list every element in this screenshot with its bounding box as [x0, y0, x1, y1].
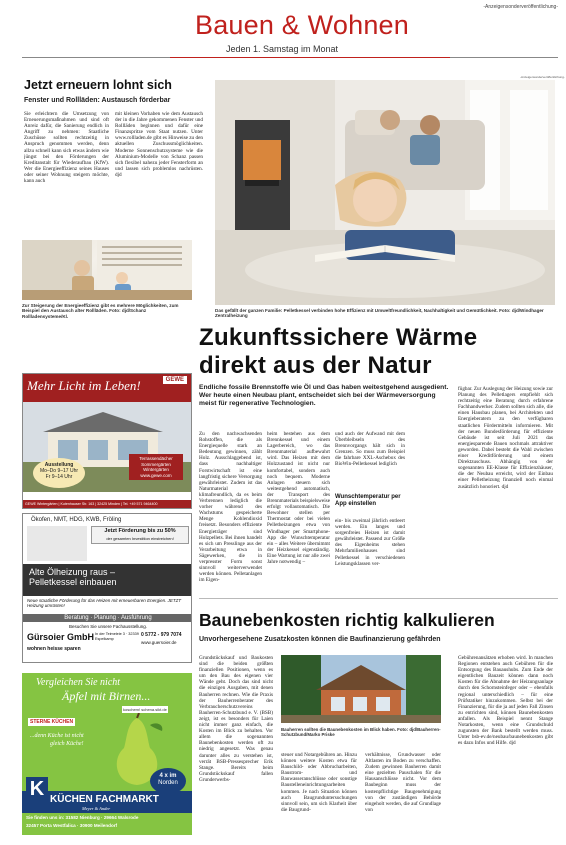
ad-gewe-slogan: Mehr Licht im Leben!	[27, 378, 141, 393]
article2-bottom-rule	[199, 598, 558, 599]
ad-oel-logos	[27, 526, 87, 561]
article3-col4: Gebührenansätzen erhoben wird. In manchen Regionen entstehen auch Gebühren für die Entsorgung des Bauaushubs. Zum Ende der eigentlichen Bauzeit können dann noch Kosten für die Abnahme der Heizungsanlage durch den Schornsteinfeger oder – ebenfalls regional unterschiedlich – für eine Prüfstatiker hinzukommen. Selbst bei der Finanzierung, für die ja auf jeden Fall Zinsen zu entrichten sind, können Baunebenkosten anfallen. Als Beispiel nennt Stange Notarkosten, wenn eine Grundschuld zugunsten der Bank bestellt werden muss. Unter bsb-ev.de/neubau/baunebenkosten gibt es dazu Infos und Hilfe. djd	[458, 655, 553, 747]
ad-kuechen-brand: KÜCHEN FACHMARKT	[50, 794, 159, 805]
section-subtitle: Jeden 1. Samstag im Monat	[226, 44, 339, 54]
header-rule-accent	[170, 57, 450, 58]
article1-caption: Zur Steigerung der Energieeffizienz gibt es mehrere Möglichkeiten, zum Beispiel den Austausch alter Rollläden. Foto: djd/Schanz Rollladensysteme/Kl.	[22, 303, 179, 319]
article3-headline: Baunebenkosten richtig kalkulieren	[199, 610, 495, 630]
ad-oel-main	[23, 564, 192, 596]
ad-gewe-hours1: Mo–Do 9–17 Uhr	[39, 468, 79, 474]
article2-lead: Endliche fossile Brennstoffe wie Öl und Gas haben weitestgehend ausgedient. Wer heute einen Neubau plant, entscheidet sich bei der Wärmeversorgung meist für regenerative Technologien.	[199, 384, 449, 407]
article2-col3b: ein- bis zweimal jährlich entleert werden. Ein langes und sorgenfreies Heizen ist damit gewährleistet. Passend zur Größe des Eigenheims stehen Mehrfamilienhauses sind Pelletkessel in verschiedenen Leistungsklassen ver-	[335, 518, 405, 567]
rollladen-photo	[22, 240, 192, 300]
article2-headline-1: Zukunftssichere Wärme	[199, 324, 478, 351]
article2-headline-2: direkt aus der Natur	[199, 352, 432, 379]
article1-subhead: Fenster und Rollläden: Austausch förderbar	[24, 97, 171, 104]
ad-notice: -Anzeigensonderveröffentlichung-	[483, 4, 558, 10]
article2-col4: fügbar. Zur Auslegung der Heizung sowie zur Planung des Pelletlagers empfiehlt sich rechtzeitig eine Beratung durch erfahrene Fachhandwerker. Zudem sollten sich alle, die einen Hausbau planen, bei Architekten und Energieberatern zu den verfügbaren staatlichen Fördermitteln informieren. Mit der neuen Bundesförderung für effiziente Gebäude ist seit Juli 2021 das energiesparende Bauen nochmals attraktiver geworden. Dabei besteht die Wahl zwischen einer Kreditförderung und einem Direktzuschuss. Abhängig von der sogenannten EE-Klasse für Effizienzhäuser, die der Neubau erreicht, wird der Einbau einer Pelletheizung finanziell noch einmal zusätzlich honoriert. djd	[458, 386, 553, 490]
ad-kuechen-find1: Sie finden uns in: 31582 Nienburg · 29664 Walsrode	[26, 815, 139, 820]
article2-col3: und auch der Aufwand mit dem Überbleibseln des Brennvorgangs hält sich in Grenzen. So muss zum Beispiel die fahrbare XXL-Aschebox des BioWin-Pelletkessel lediglich	[335, 431, 405, 468]
ad-label: -Anzeigensonderveröffentlichung-	[520, 75, 565, 79]
ad-kuechen-find2: 32457 Porta Westfalica · 30900 Meilendorf	[26, 823, 118, 828]
ad-kuechen-badge-num: 4 x im	[159, 773, 177, 779]
ad-oel-web[interactable]: www.guersoier.de	[141, 640, 177, 645]
ad-oel-badge	[91, 526, 189, 544]
ad-kuechen-slogan1: Vergleichen Sie nicht	[36, 677, 121, 688]
ad-oel-claim: wohnen heisse sparen	[27, 646, 81, 652]
ad-oel-badge-sub: der gesamten Investition einstreichen!	[106, 536, 174, 541]
article3-subhead: Unvorhergesehene Zusatzkosten können die Baufinanzierung gefährden	[199, 636, 441, 643]
ad-kuechen-k-icon: K	[26, 777, 48, 801]
article1-col2: mit kleinen Vorhaben wie dem Austausch der in die Jahre gekommenen Fenster und Rollläden beginnen und dafür eine Finanzspritze vom Staat nutzen. Unter www.rollladen.de gibt es Hinweise zu den aktuellen Zuschussmöglichkeiten. Moderne Sonnenschutzsysteme wie die Aluminium-Modelle von Schanz passen sich flexibel nahezu jeder Fensterform an und lassen sich problemlos nachrüsten. djd	[115, 111, 203, 178]
hero-photo	[215, 80, 555, 305]
ad-kuechen-badge-text: Norden	[158, 780, 178, 786]
article3-col3: verhältnisse, Grundwasser oder Altlasten im Boden zu verschaffen. Zudem gewinnen Bauherren damit eine gezielten Pauschalen für die Hausanschlüsse nicht. Vor dem Baubeginn muss der kostenpflichtige Baugenehmigung von der zuständigen Behörde eingeholt werden, die auf Grundlage von	[365, 752, 441, 813]
ad-gewe-footer: GEWE Wintergärten | Kutenhauser Str. 163 | 32425 Minden | Tel. +49 571 9464400	[23, 500, 192, 508]
ad-gewe-brand: GEWE	[163, 376, 187, 384]
ad-kuechen-link[interactable]: koschem! schena.sikt.de	[123, 707, 167, 712]
ad-oel-address: In der Teimeleie 3 · 32339 Espelkamp	[95, 632, 139, 641]
ad-kuechen[interactable]	[22, 673, 192, 835]
hero-caption: Das gefällt der ganzen Familie: Pelletkessel verbinden hohe Effizienz mit Umweltfreundlichkeit, Nachhaltigkeit und Gemütlichkeit. Foto: djd/Windhager Zentralheizung	[215, 308, 544, 319]
section-title: Bauen & Wohnen	[195, 10, 409, 40]
ad-kuechen-sterne: STERNE KÜCHEN	[30, 719, 74, 725]
ad-gewe-label: Ausstellung	[44, 462, 74, 468]
ad-oel-service-sub: Besuchen Sie unsere Fachausstellung.	[68, 624, 148, 629]
ad-oel-main2: Pelletkessel einbauen	[29, 577, 117, 587]
ad-oel-service: Beratung · Planung · Ausführung	[23, 614, 192, 622]
ad-gewe-box: Terrassendächer Sommergärten Wintergärten www.gewe.com	[129, 454, 183, 480]
ad-gewe-hours2: Fr 9–14 Uhr	[45, 474, 73, 480]
ad-gewe[interactable]	[22, 373, 192, 509]
article1-headline: Jetzt erneuern lohnt sich	[24, 78, 172, 92]
ad-oel-info: Neue staatliche Förderung für das Heizen mit erneuerbaren Energien. JETZT Heizung umrüsten!	[27, 598, 182, 609]
article3-caption: Bauherren sollten die Baunebenkosten im Blick haben. Foto: djd/Bauherren-Schutzbund/Marko Priske	[281, 727, 441, 738]
article3-photo	[281, 655, 441, 723]
ad-kuechen-owners: Meyer & Ander	[82, 806, 111, 811]
ad-kuechen-tag1: ...denn Küche ist nicht	[30, 733, 84, 739]
ad-kuechen-tag2: gleich Küche!	[50, 741, 84, 747]
article2-col1: Zu den nachwachsenden Rohstoffen, die als Energiequelle stark an Bedeutung gewinnen, zählt Holz. Ausschlaggebend ist, dass nachhaltiger Forstwirtschaft ist eine langfristig sichere Versorgung gewährleistet. Zudem ist das Naturmaterial klimafreundlich, da es beim Verbrennen lediglich die vorher während des Wachstums gespeicherte Menge Kohlendioxid freisetzt. Besonders effiziente Energieträger sind Holzpellets. Bei ihnen handelt es sich um Presslinge aus der Verarbeitung etwa in Sägewerken, die in verpresster Form sonst sinnvoll weiterverwendet werden können. Pelletanlagen im Eigen-	[199, 431, 262, 584]
article2-col3-subhead: Wunschtemperatur per App einstellen	[335, 494, 401, 507]
ad-oel-company: Gürsoier GmbH	[27, 632, 95, 642]
ad-kuechen-slogan2: Äpfel mit Birnen...	[62, 689, 151, 703]
article3-col1: Grundstückskauf und Baukosten sind die beiden größten finanziellen Positionen, wenn es um den Bau des eigenen vier Wände geht. Doch das sind nicht die einzigen Ausgaben, mit denen Bauherren rechnen. Wie die Praxis der Bauherrenberater des Verbraucherschutzvereins Bauherren-Schutzbund e. V. (BSB) zeigt, ist es besonders für Laien nicht immer ganz einfach, die Kosten im Blick zu behalten. Vor allem die sogenannten Baunebenkosten werden oft zu niedrig angesetzt. Was genau darunter alles zu verstehen ist, verrät BSB-Pressesprecher Erik Stange. Bereits beim Grundstückskauf fallen Grunderwerbs-	[199, 655, 273, 783]
ad-oel-top: Ökofen, NMT, HDG, KWB, Fröling	[31, 517, 122, 523]
ad-oel-main1: Alte Ölheizung raus –	[29, 567, 116, 577]
ad-gewe-exhibition	[33, 458, 85, 488]
ad-oelheizung[interactable]	[22, 513, 192, 663]
article2-col2: heim bestehen aus dem Brennkessel und einem Lagerbereich, wo das Brennmaterial aufbewahrt wird. Das Heizen mit dem Holzzustand ist nicht nur komfortabel, sondern auch noch bequem. Moderne Anlagen steuern sich weitestgehend automatisch, der Transport des Brennmaterials beispielsweise erfolgt vollautomatisch. Die Bewohner stellen per Thermostat oder bei vielen Pelletheizungen etwa von Windhager per Smartphone-App die Wunschtemperatur ein – alles Weitere übernimmt der Heizkessel eigenständig. Eine Wartung ist nur alle zwei Jahre notwendig –	[267, 431, 330, 565]
article3-col2: steuer und Notargebühren an. Hinzu können weitere Kosten etwa für Bauschild- oder Abbrucharbeiten, Baustrom- und Bauwasseranschlüsse oder sonstige Baustelleneinrichtungsarbeiten kommen. Je nach Situation können auch Baugrunduntersuchungen sinnvoll sein, um sich Klarheit über die Baugrund-	[281, 752, 357, 813]
ad-oel-badge-title: Jetzt Förderung bis zu 50%	[104, 528, 176, 534]
article1-col1: Sie erleichtern die Umsetzung von Erneuerungsmaßnahmen und sind oft Anreiz dafür, die Sanierung endlich in Angriff zu nehmen: Staatliche Zuschüsse sollten rechtzeitig in Anspruch genommen werden, denn allzu schnell kann sich etwas ändern wie jüngst bei den Förderungen der Kreditanstalt für Wiederaufbau (KfW). Wer die Energieeffizienz seines Hauses oder seiner Wohnung steigern möchte, kann auch	[24, 111, 109, 185]
ad-oel-phone[interactable]: 0 5772 - 979 7074	[141, 632, 182, 638]
